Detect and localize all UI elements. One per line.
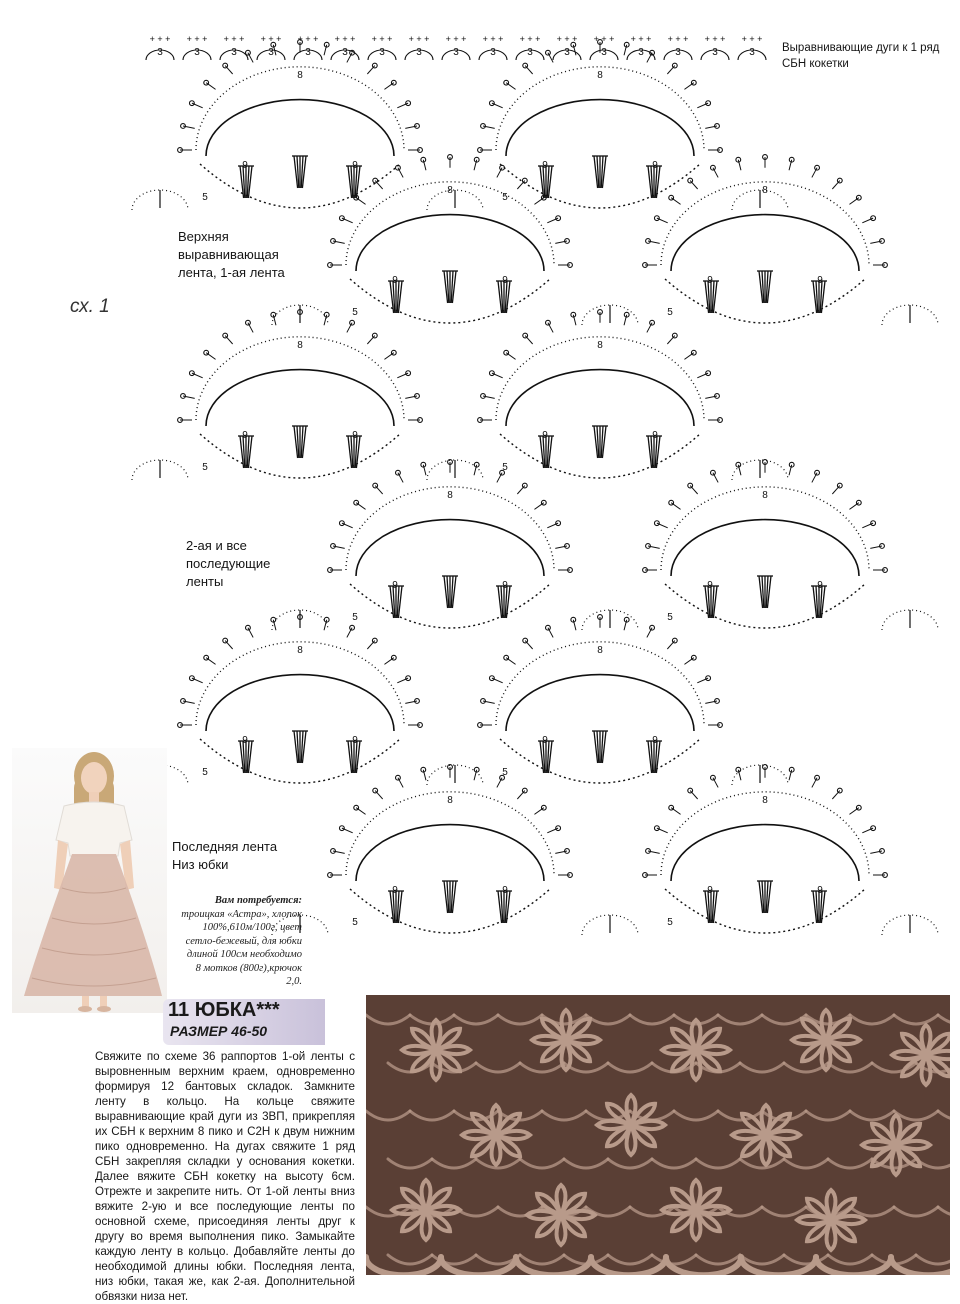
chart-number: 8 xyxy=(297,645,303,656)
chart-number: 3 xyxy=(416,47,422,58)
chart-number: 9 xyxy=(392,885,398,896)
model-photo xyxy=(12,748,167,1013)
svg-text:+ + +: + + + xyxy=(260,34,282,44)
instructions-text: Свяжите по схеме 36 раппортов 1-ой ленты с выровненным верхним краем, одновременно формируя 12 бантовых складок. Замкните ленту в кольцо. На кольце свяжите выравнивающие край дуги из 3ВП, прикрепляя их СБН к верхним 8 пико и С2Н к двум нижним пико одновременно. На дугах свяжите 1 ряд СБН закрепляя складки у основания кокетки. Далее вяжите СБН кокетку на высоту 6см. Отрежте и закрепите нить. От 1-ой ленты вниз вяжите 2-ую и все последующие ленты по основной схеме, присоединяя ленты друг к другу во время выполнения пико. Замыкайте каждую ленту в кольцо. Добавляйте ленты до необходимой длины юбки. Последняя лента, низ юбки, такая же, как 2-ая. Дополнительной обвязки низа нет. xyxy=(95,1050,355,1303)
chart-number: 5 xyxy=(667,917,673,928)
label-top-band: Верхняя выравнивающая лента, 1-ая лента xyxy=(178,229,285,280)
chart-number: 3 xyxy=(453,47,459,58)
chart-number: 9 xyxy=(502,275,508,286)
chart-number: 9 xyxy=(242,160,248,171)
chart-band-2 xyxy=(272,155,938,325)
chart-number: 5 xyxy=(502,192,508,203)
svg-text:+ + +: + + + xyxy=(519,34,541,44)
chart-number: 3 xyxy=(564,47,570,58)
materials-note xyxy=(180,894,302,989)
svg-text:+ + +: + + + xyxy=(186,34,208,44)
chart-number: 9 xyxy=(352,160,358,171)
chart-number: 5 xyxy=(667,612,673,623)
scheme-label: сх. 1 xyxy=(70,296,110,317)
chart-number: 9 xyxy=(502,885,508,896)
chart-band-5 xyxy=(132,615,788,785)
item-title: 11 ЮБКА*** xyxy=(168,999,280,1021)
svg-text:+ + +: + + + xyxy=(593,34,615,44)
chart-number: 8 xyxy=(762,185,768,196)
svg-text:+ + +: + + + xyxy=(297,34,319,44)
svg-text:+ + +: + + + xyxy=(482,34,504,44)
svg-text:+ + +: + + + xyxy=(445,34,467,44)
item-size: РАЗМЕР 46-50 xyxy=(170,1023,268,1039)
chart-number: 5 xyxy=(502,767,508,778)
chart-number: 9 xyxy=(542,735,548,746)
chart-number: 5 xyxy=(352,917,358,928)
chart-number: 9 xyxy=(542,160,548,171)
chart-number: 9 xyxy=(242,735,248,746)
chart-number: 8 xyxy=(762,490,768,501)
lace-sample-photo xyxy=(366,995,950,1275)
chart-number: 9 xyxy=(817,885,823,896)
chart-number: 5 xyxy=(202,767,208,778)
chart-number: 9 xyxy=(707,885,713,896)
chart-number: 9 xyxy=(817,275,823,286)
svg-text:+ + +: + + + xyxy=(630,34,652,44)
chart-number: 3 xyxy=(157,47,163,58)
chart-number: 9 xyxy=(542,430,548,441)
chart-number: 9 xyxy=(707,580,713,591)
chart-number: 5 xyxy=(667,307,673,318)
svg-text:+ + +: + + + xyxy=(741,34,763,44)
chart-number: 8 xyxy=(297,340,303,351)
top-band-note: Выравнивающие дуги к 1 ряд СБН кокетки xyxy=(782,42,940,70)
chart-number: 3 xyxy=(379,47,385,58)
svg-text:+ + +: + + + xyxy=(371,34,393,44)
chart-number: 3 xyxy=(601,47,607,58)
chart-number: 3 xyxy=(712,47,718,58)
chart-number: 8 xyxy=(447,490,453,501)
chart-number: 9 xyxy=(707,275,713,286)
chart-number: 9 xyxy=(352,430,358,441)
svg-text:+ + +: + + + xyxy=(149,34,171,44)
chart-number: 9 xyxy=(352,735,358,746)
chart-band-1 xyxy=(132,40,788,210)
chart-number: 9 xyxy=(392,580,398,591)
chart-number: 9 xyxy=(817,580,823,591)
chart-number: 3 xyxy=(231,47,237,58)
chart-number: 9 xyxy=(242,430,248,441)
materials-title: Вам потребуется: xyxy=(214,895,302,906)
chart-number: 9 xyxy=(652,735,658,746)
chart-number: 3 xyxy=(194,47,200,58)
chart-band-4 xyxy=(272,460,938,630)
chart-number: 9 xyxy=(392,275,398,286)
chart-number: 3 xyxy=(342,47,348,58)
chart-number: 5 xyxy=(502,462,508,473)
label-band-2: 2-ая и все последующие ленты xyxy=(186,538,271,589)
label-last-band: Последняя лента Низ юбки xyxy=(172,839,278,872)
svg-text:+ + +: + + + xyxy=(334,34,356,44)
chart-number: 9 xyxy=(652,430,658,441)
chart-number: 8 xyxy=(762,795,768,806)
chart-number: 9 xyxy=(502,580,508,591)
chart-number: 3 xyxy=(268,47,274,58)
materials-text: троицкая «Астра», хлопок 100%,610м/100г, цвет сетло-бежевый, для юбки длиной 100см необходимо 8 мотков (800г),крючок 2,0. xyxy=(181,908,302,987)
chart-number: 8 xyxy=(297,70,303,81)
chart-band-6 xyxy=(272,765,938,935)
chart-band-3 xyxy=(132,310,788,480)
svg-text:+ + +: + + + xyxy=(667,34,689,44)
chart-number: 8 xyxy=(597,645,603,656)
chart-number: 5 xyxy=(202,192,208,203)
chart-number: 5 xyxy=(202,462,208,473)
chart-number: 5 xyxy=(352,307,358,318)
chart-number: 3 xyxy=(490,47,496,58)
chart-number: 8 xyxy=(447,185,453,196)
chart-number: 3 xyxy=(638,47,644,58)
chart-number: 8 xyxy=(597,340,603,351)
svg-text:+ + +: + + + xyxy=(556,34,578,44)
svg-text:+ + +: + + + xyxy=(704,34,726,44)
chart-number: 8 xyxy=(447,795,453,806)
chart-number: 3 xyxy=(527,47,533,58)
chart-number: 3 xyxy=(675,47,681,58)
chart-number: 3 xyxy=(305,47,311,58)
chart-number: 5 xyxy=(352,612,358,623)
svg-text:+ + +: + + + xyxy=(223,34,245,44)
chart-number: 9 xyxy=(652,160,658,171)
chart-number: 8 xyxy=(597,70,603,81)
chart-top-edge xyxy=(146,34,766,60)
chart-number: 3 xyxy=(749,47,755,58)
svg-text:+ + +: + + + xyxy=(408,34,430,44)
